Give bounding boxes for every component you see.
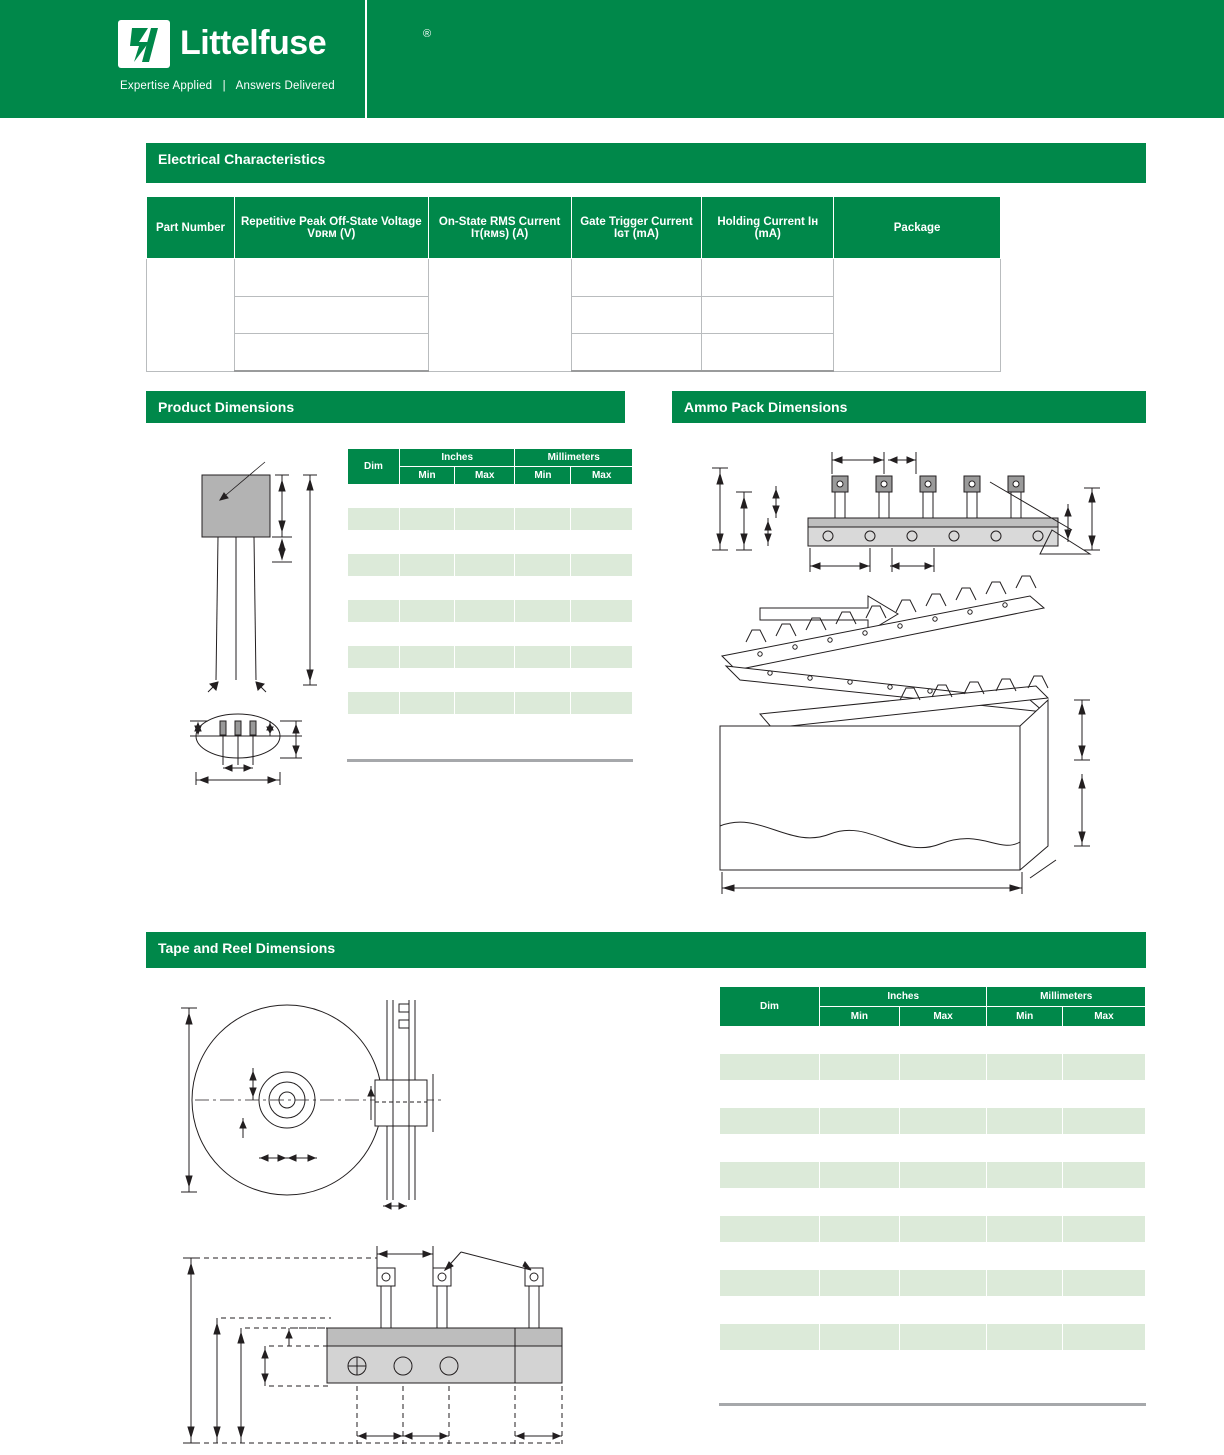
reel-cell xyxy=(1062,1243,1145,1270)
section-bar-tape-reel: Tape and Reel Dimensions xyxy=(146,932,1146,968)
dim-cell xyxy=(348,646,400,669)
reel-cell xyxy=(987,1081,1062,1108)
dim-cell xyxy=(515,738,571,761)
table-row xyxy=(720,1297,1146,1324)
dim-cell xyxy=(515,669,571,692)
reel-cell xyxy=(987,1162,1062,1189)
spec-cell-package xyxy=(834,259,1001,372)
dim-cell xyxy=(571,623,633,646)
to92-outline-svg xyxy=(160,440,340,790)
dim-cell xyxy=(348,600,400,623)
dim-cell xyxy=(515,715,571,738)
reel-cell xyxy=(899,1027,987,1054)
spec-cell-ih-3 xyxy=(702,334,834,372)
dim-cell xyxy=(454,577,515,600)
dim-sub-in-min: Min xyxy=(400,467,455,485)
dim-cell xyxy=(515,623,571,646)
reel-cell xyxy=(899,1351,987,1378)
reel-cell xyxy=(987,1378,1062,1405)
reel-cell xyxy=(720,1054,820,1081)
dim-cell xyxy=(348,669,400,692)
reel-cell xyxy=(720,1027,820,1054)
dim-cell xyxy=(400,715,455,738)
dim-cell xyxy=(400,508,455,531)
reel-cell xyxy=(820,1081,900,1108)
spec-col-4: Holding Current Iʜ (mA) xyxy=(702,197,834,259)
table-row xyxy=(720,1324,1146,1351)
dim-cell xyxy=(400,600,455,623)
spec-cell-it xyxy=(428,259,571,372)
reel-sub-mm-min: Min xyxy=(987,1007,1062,1027)
reel-cell xyxy=(899,1324,987,1351)
reel-cell xyxy=(720,1081,820,1108)
reel-cell xyxy=(1062,1135,1145,1162)
spec-cell-igt-3 xyxy=(571,334,702,372)
reel-cell xyxy=(987,1216,1062,1243)
table-row xyxy=(348,623,633,646)
reel-sub-mm-max: Max xyxy=(1062,1007,1145,1027)
tagline-right: Answers Delivered xyxy=(235,80,335,92)
reel-col-inches: Inches xyxy=(820,987,987,1007)
reel-cell xyxy=(1062,1027,1145,1054)
reel-cell xyxy=(1062,1162,1145,1189)
spec-cell-ih-2 xyxy=(702,296,834,334)
reel-cell xyxy=(820,1216,900,1243)
dim-cell xyxy=(454,623,515,646)
dim-sub-mm-min: Min xyxy=(515,467,571,485)
reel-cell xyxy=(820,1270,900,1297)
section-bar-specs: Electrical Characteristics xyxy=(146,143,1146,183)
dim-cell xyxy=(348,623,400,646)
dim-sub-in-max: Max xyxy=(454,467,515,485)
tagline-separator: | xyxy=(222,80,226,92)
dim-cell xyxy=(571,715,633,738)
reel-cell xyxy=(820,1351,900,1378)
spec-cell-igt-2 xyxy=(571,296,702,334)
dim-cell xyxy=(515,692,571,715)
reel-cell xyxy=(987,1324,1062,1351)
spec-table xyxy=(146,196,1001,372)
section-bar-dimensions: Product Dimensions xyxy=(146,391,625,423)
reel-cell xyxy=(1062,1378,1145,1405)
table-row xyxy=(348,692,633,715)
reel-cell xyxy=(1062,1189,1145,1216)
dim-cell xyxy=(348,577,400,600)
dim-cell xyxy=(454,531,515,554)
reel-cell xyxy=(720,1297,820,1324)
reel-cell xyxy=(987,1189,1062,1216)
table-row xyxy=(348,577,633,600)
reel-sub-in-min: Min xyxy=(820,1007,900,1027)
reel-cell xyxy=(720,1378,820,1405)
reel-cell xyxy=(987,1297,1062,1324)
reel-cell xyxy=(720,1189,820,1216)
reel-cell xyxy=(987,1351,1062,1378)
table-row xyxy=(720,1243,1146,1270)
dim-cell xyxy=(571,692,633,715)
dim-col-inches: Inches xyxy=(400,449,515,467)
dim-col-dim: Dim xyxy=(348,449,400,485)
reel-table-group-row xyxy=(720,987,1146,1007)
dim-cell xyxy=(454,646,515,669)
logo-bolt-icon xyxy=(118,20,170,68)
dim-cell xyxy=(400,531,455,554)
reel-cell xyxy=(820,1297,900,1324)
table-row xyxy=(348,715,633,738)
dim-cell xyxy=(571,646,633,669)
package-outline-figure xyxy=(160,440,340,790)
dim-cell xyxy=(454,600,515,623)
dim-cell xyxy=(515,508,571,531)
reel-cell xyxy=(720,1108,820,1135)
reel-cell xyxy=(899,1135,987,1162)
table-row xyxy=(720,1216,1146,1243)
reel-cell xyxy=(899,1081,987,1108)
dim-cell xyxy=(400,669,455,692)
reel-cell xyxy=(720,1135,820,1162)
reel-cell xyxy=(820,1135,900,1162)
reel-cell xyxy=(720,1324,820,1351)
reel-figure xyxy=(175,990,475,1215)
dim-cell xyxy=(515,554,571,577)
dim-cell xyxy=(348,692,400,715)
reel-cell xyxy=(1062,1270,1145,1297)
dim-cell xyxy=(515,600,571,623)
spec-col-2: On-State RMS Current Iᴛ(ʀᴍѕ) (A) xyxy=(428,197,571,259)
dim-col-mm: Millimeters xyxy=(515,449,633,467)
reel-cell xyxy=(820,1324,900,1351)
dim-table-group-row xyxy=(348,449,633,467)
table-row xyxy=(348,508,633,531)
reel-cell xyxy=(820,1189,900,1216)
reel-cell xyxy=(820,1054,900,1081)
spec-col-3: Gate Trigger Current Iɢᴛ (mA) xyxy=(571,197,702,259)
dim-cell xyxy=(400,577,455,600)
reel-cell xyxy=(720,1243,820,1270)
table-row xyxy=(720,1189,1146,1216)
dim-cell xyxy=(571,508,633,531)
logo-tagline xyxy=(120,80,360,92)
reel-cell xyxy=(1062,1108,1145,1135)
dim-cell xyxy=(454,738,515,761)
table-row xyxy=(720,1054,1146,1081)
reel-col-mm: Millimeters xyxy=(987,987,1146,1007)
spec-col-5: Package xyxy=(834,197,1001,259)
dim-cell xyxy=(348,715,400,738)
bolt-glyph-icon xyxy=(118,20,170,68)
table-row xyxy=(348,554,633,577)
dim-cell xyxy=(571,531,633,554)
table-row xyxy=(147,259,1001,297)
dim-cell xyxy=(571,554,633,577)
reel-cell xyxy=(899,1378,987,1405)
section-bar-ammo-pack: Ammo Pack Dimensions xyxy=(672,391,1146,423)
dim-cell xyxy=(515,646,571,669)
dim-cell xyxy=(400,646,455,669)
table-row xyxy=(348,646,633,669)
ammo-pack-svg xyxy=(700,430,1130,910)
reel-cell xyxy=(820,1108,900,1135)
dim-sub-mm-max: Max xyxy=(571,467,633,485)
reel-cell xyxy=(987,1054,1062,1081)
reel-cell xyxy=(899,1297,987,1324)
reel-cell xyxy=(720,1162,820,1189)
littelfuse-logo xyxy=(118,20,432,100)
tagline-left: Expertise Applied xyxy=(120,80,213,92)
table-row xyxy=(720,1135,1146,1162)
dim-cell xyxy=(400,738,455,761)
dim-cell xyxy=(454,692,515,715)
dim-cell xyxy=(348,554,400,577)
spec-cell-ih-1 xyxy=(702,259,834,297)
dim-cell xyxy=(454,669,515,692)
reel-cell xyxy=(987,1270,1062,1297)
tape-detail-svg xyxy=(175,1238,595,1453)
dim-cell xyxy=(571,577,633,600)
dim-cell xyxy=(348,531,400,554)
table-row xyxy=(720,1270,1146,1297)
dim-cell xyxy=(515,577,571,600)
dim-cell xyxy=(400,485,455,508)
dimensions-table xyxy=(347,448,633,762)
reel-cell xyxy=(1062,1054,1145,1081)
table-row xyxy=(348,738,633,761)
spec-col-1: Repetitive Peak Off-State Voltage Vᴅʀᴍ (V) xyxy=(234,197,428,259)
reel-cell xyxy=(820,1243,900,1270)
reel-cell xyxy=(899,1108,987,1135)
logo-wordmark: Littelfuse xyxy=(180,24,327,62)
dim-cell xyxy=(400,554,455,577)
reel-cell xyxy=(899,1243,987,1270)
spec-cell-vdrm-3 xyxy=(234,334,428,372)
dim-cell xyxy=(571,485,633,508)
reel-cell xyxy=(720,1216,820,1243)
reel-cell xyxy=(899,1189,987,1216)
reel-sub-in-max: Max xyxy=(899,1007,987,1027)
table-row xyxy=(348,669,633,692)
spec-table-header-row xyxy=(147,197,1001,259)
reel-cell xyxy=(987,1108,1062,1135)
dim-cell xyxy=(454,554,515,577)
table-row xyxy=(720,1108,1146,1135)
reel-cell xyxy=(899,1054,987,1081)
reel-cell xyxy=(820,1162,900,1189)
tape-detail-figure xyxy=(175,1238,595,1453)
reel-cell xyxy=(720,1270,820,1297)
reel-cell xyxy=(899,1162,987,1189)
reel-cell xyxy=(1062,1297,1145,1324)
logo-registered-mark: ® xyxy=(423,28,432,40)
dim-cell xyxy=(571,738,633,761)
dim-cell xyxy=(515,485,571,508)
spec-cell-vdrm-2 xyxy=(234,296,428,334)
reel-cell xyxy=(1062,1081,1145,1108)
reel-cell xyxy=(1062,1216,1145,1243)
spec-cell-part xyxy=(147,259,235,372)
reel-cell xyxy=(899,1216,987,1243)
table-row xyxy=(720,1027,1146,1054)
reel-col-dim: Dim xyxy=(720,987,820,1027)
spec-col-0: Part Number xyxy=(147,197,235,259)
reel-cell xyxy=(820,1027,900,1054)
reel-cell xyxy=(720,1351,820,1378)
ammo-pack-figure xyxy=(700,430,1130,910)
table-row xyxy=(720,1378,1146,1405)
dim-cell xyxy=(400,623,455,646)
dim-cell xyxy=(454,508,515,531)
table-row xyxy=(720,1162,1146,1189)
spec-cell-igt-1 xyxy=(571,259,702,297)
dim-cell xyxy=(515,531,571,554)
reel-cell xyxy=(899,1270,987,1297)
reel-svg xyxy=(175,990,475,1215)
dim-cell xyxy=(400,692,455,715)
dim-cell xyxy=(348,508,400,531)
dim-cell xyxy=(348,485,400,508)
reel-cell xyxy=(987,1135,1062,1162)
dim-cell xyxy=(571,669,633,692)
header-divider xyxy=(365,0,367,118)
table-row xyxy=(348,485,633,508)
reel-dimensions-table xyxy=(719,986,1146,1406)
dim-cell xyxy=(454,485,515,508)
table-row xyxy=(720,1351,1146,1378)
spec-cell-vdrm-1 xyxy=(234,259,428,297)
table-row xyxy=(348,531,633,554)
table-row xyxy=(348,600,633,623)
reel-cell xyxy=(987,1027,1062,1054)
dim-cell xyxy=(348,738,400,761)
reel-cell xyxy=(1062,1351,1145,1378)
table-row xyxy=(720,1081,1146,1108)
reel-cell xyxy=(1062,1324,1145,1351)
dim-cell xyxy=(571,600,633,623)
dim-cell xyxy=(454,715,515,738)
reel-cell xyxy=(987,1243,1062,1270)
reel-cell xyxy=(820,1378,900,1405)
